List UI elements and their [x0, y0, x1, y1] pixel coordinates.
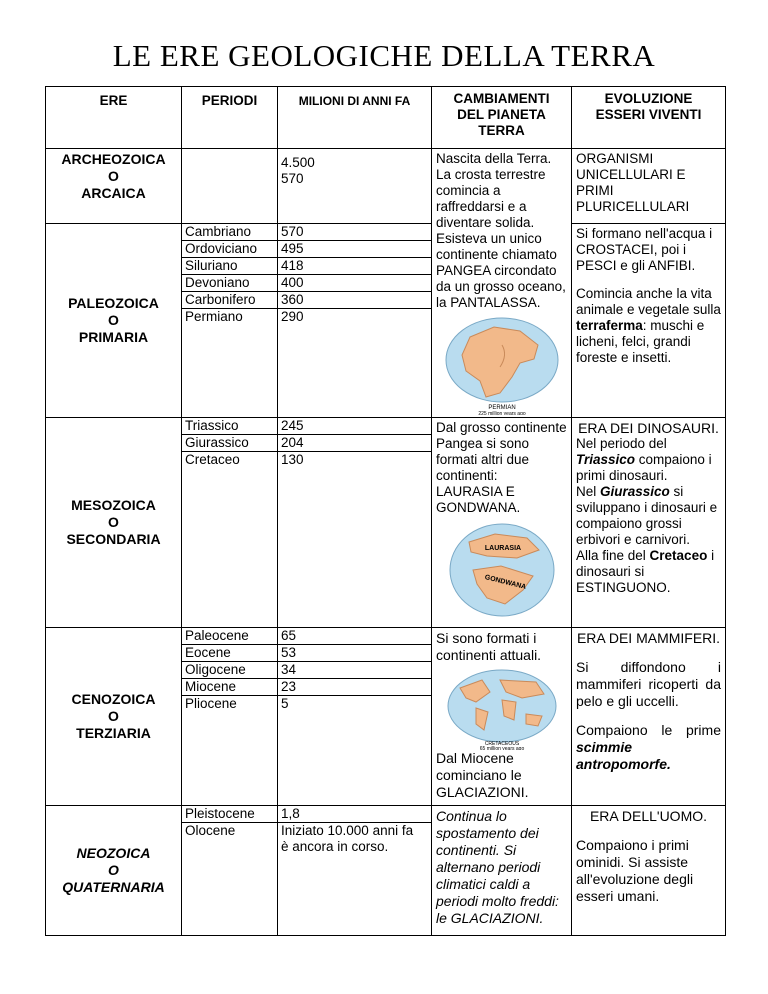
row-mesozoica — [46, 418, 726, 628]
periods-mesozoica: Triassico Giurassico Cretaceo — [182, 418, 278, 628]
changes-cenozoica: Si sono formati i continenti attuali. CRETACEOUS 65 million years ago Dal Miocene cominciano le GLACIAZIONI. — [432, 628, 572, 806]
era-paleozoica: PALEOZOICA O PRIMARIA — [46, 223, 182, 417]
header-millions: MILIONI DI ANNI FA — [278, 87, 432, 149]
evolution-cenozoica: ERA DEI MAMMIFERI. Si diffondono i mammiferi ricoperti da pelo e gli uccelli. Compaiono le prime scimmie antropomorfe. — [572, 628, 726, 806]
changes-paleozoica: Nascita della Terra. La crosta terrestre comincia a raffreddarsi e a diventare solida. Esisteva un unico continente chiamato PANGEA circondato da un grosso oceano, la PANTALASSA. PERMIAN 225 million years ago — [432, 149, 572, 418]
laurasia-gondwana-map-image — [447, 520, 557, 620]
header-periods: PERIODI — [182, 87, 278, 149]
page-title: LE ERE GEOLOGICHE DELLA TERRA — [112, 38, 656, 73]
svg-text:LAURASIA: LAURASIA — [484, 545, 521, 552]
header-era: ERE — [46, 87, 182, 149]
svg-text:GONDWANA: GONDWANA — [483, 574, 527, 592]
svg-text:65 million years ago: 65 million years ago — [479, 746, 524, 750]
values-mesozoica: 245 204 130 — [278, 418, 432, 628]
era-cenozoica: CENOZOICA O TERZIARIA — [46, 628, 182, 806]
values-cenozoica: 65 53 34 23 5 — [278, 628, 432, 806]
changes-neozoica: Continua lo spostamento dei continenti. Si alternano periodi climatici caldi a periodi molto freddi: le GLACIAZIONI. — [432, 806, 572, 936]
continents-map-image — [446, 668, 558, 750]
evolution-neozoica: ERA DELL'UOMO. Compaiono i primi ominidi. Si assiste all'evoluzione degli esseri umani. — [572, 806, 726, 936]
periods-paleozoica: Cambriano Ordoviciano Siluriano Devoniano Carbonifero Permiano — [182, 223, 278, 417]
svg-text:PERMIAN: PERMIAN — [487, 405, 516, 411]
row-neozoica — [46, 806, 726, 936]
header-row — [46, 87, 726, 149]
svg-text:CRETACEOUS: CRETACEOUS — [484, 741, 519, 747]
evolution-paleozoica: Si formano nell'acqua i CROSTACEI, poi i PESCI e gli ANFIBI. Comincia anche la vita animale e vegetale sulla terraferma: muschi e licheni, felci, grandi foreste e insetti. — [572, 223, 726, 417]
era-archeozoica: ARCHEOZOICA O ARCAICA — [46, 149, 182, 224]
era-mesozoica: MESOZOICA O SECONDARIA — [46, 418, 182, 628]
evolution-archeozoica: ORGANISMI UNICELLULARI E PRIMI PLURICELLULARI — [572, 149, 726, 224]
values-neozoica: 1,8 Iniziato 10.000 anni fa è ancora in corso. — [278, 806, 432, 936]
values-archeozoica: 4.500 570 — [278, 149, 432, 224]
periods-archeozoica — [182, 149, 278, 224]
values-paleozoica: 570 495 418 400 360 290 — [278, 223, 432, 417]
era-neozoica: NEOZOICA O QUATERNARIA — [46, 806, 182, 936]
evolution-mesozoica: ERA DEI DINOSAURI. Nel periodo del Triassico compaiono i primi dinosauri. Nel Giurassico si sviluppano i dinosauri e compaiono grossi erbivori e carnivori. Alla fine del Cretaceo i dinosauri si ESTINGUONO. — [572, 418, 726, 628]
row-paleozoica — [46, 223, 726, 417]
row-archeozoica — [46, 149, 726, 224]
header-evolution: EVOLUZIONE ESSERI VIVENTI — [572, 87, 726, 149]
pangea-map-image — [442, 315, 562, 415]
periods-cenozoica: Paleocene Eocene Oligocene Miocene Pliocene — [182, 628, 278, 806]
periods-neozoica: Pleistocene Olocene — [182, 806, 278, 936]
svg-text:225 million years ago: 225 million years ago — [477, 411, 526, 415]
changes-mesozoica: Dal grosso continente Pangea si sono formati altri due continenti: LAURASIA E GONDWANA. LAURASIA GONDWANA — [432, 418, 572, 628]
geological-eras-table — [45, 86, 726, 936]
row-cenozoica — [46, 628, 726, 806]
header-changes: CAMBIAMENTI DEL PIANETA TERRA — [432, 87, 572, 149]
